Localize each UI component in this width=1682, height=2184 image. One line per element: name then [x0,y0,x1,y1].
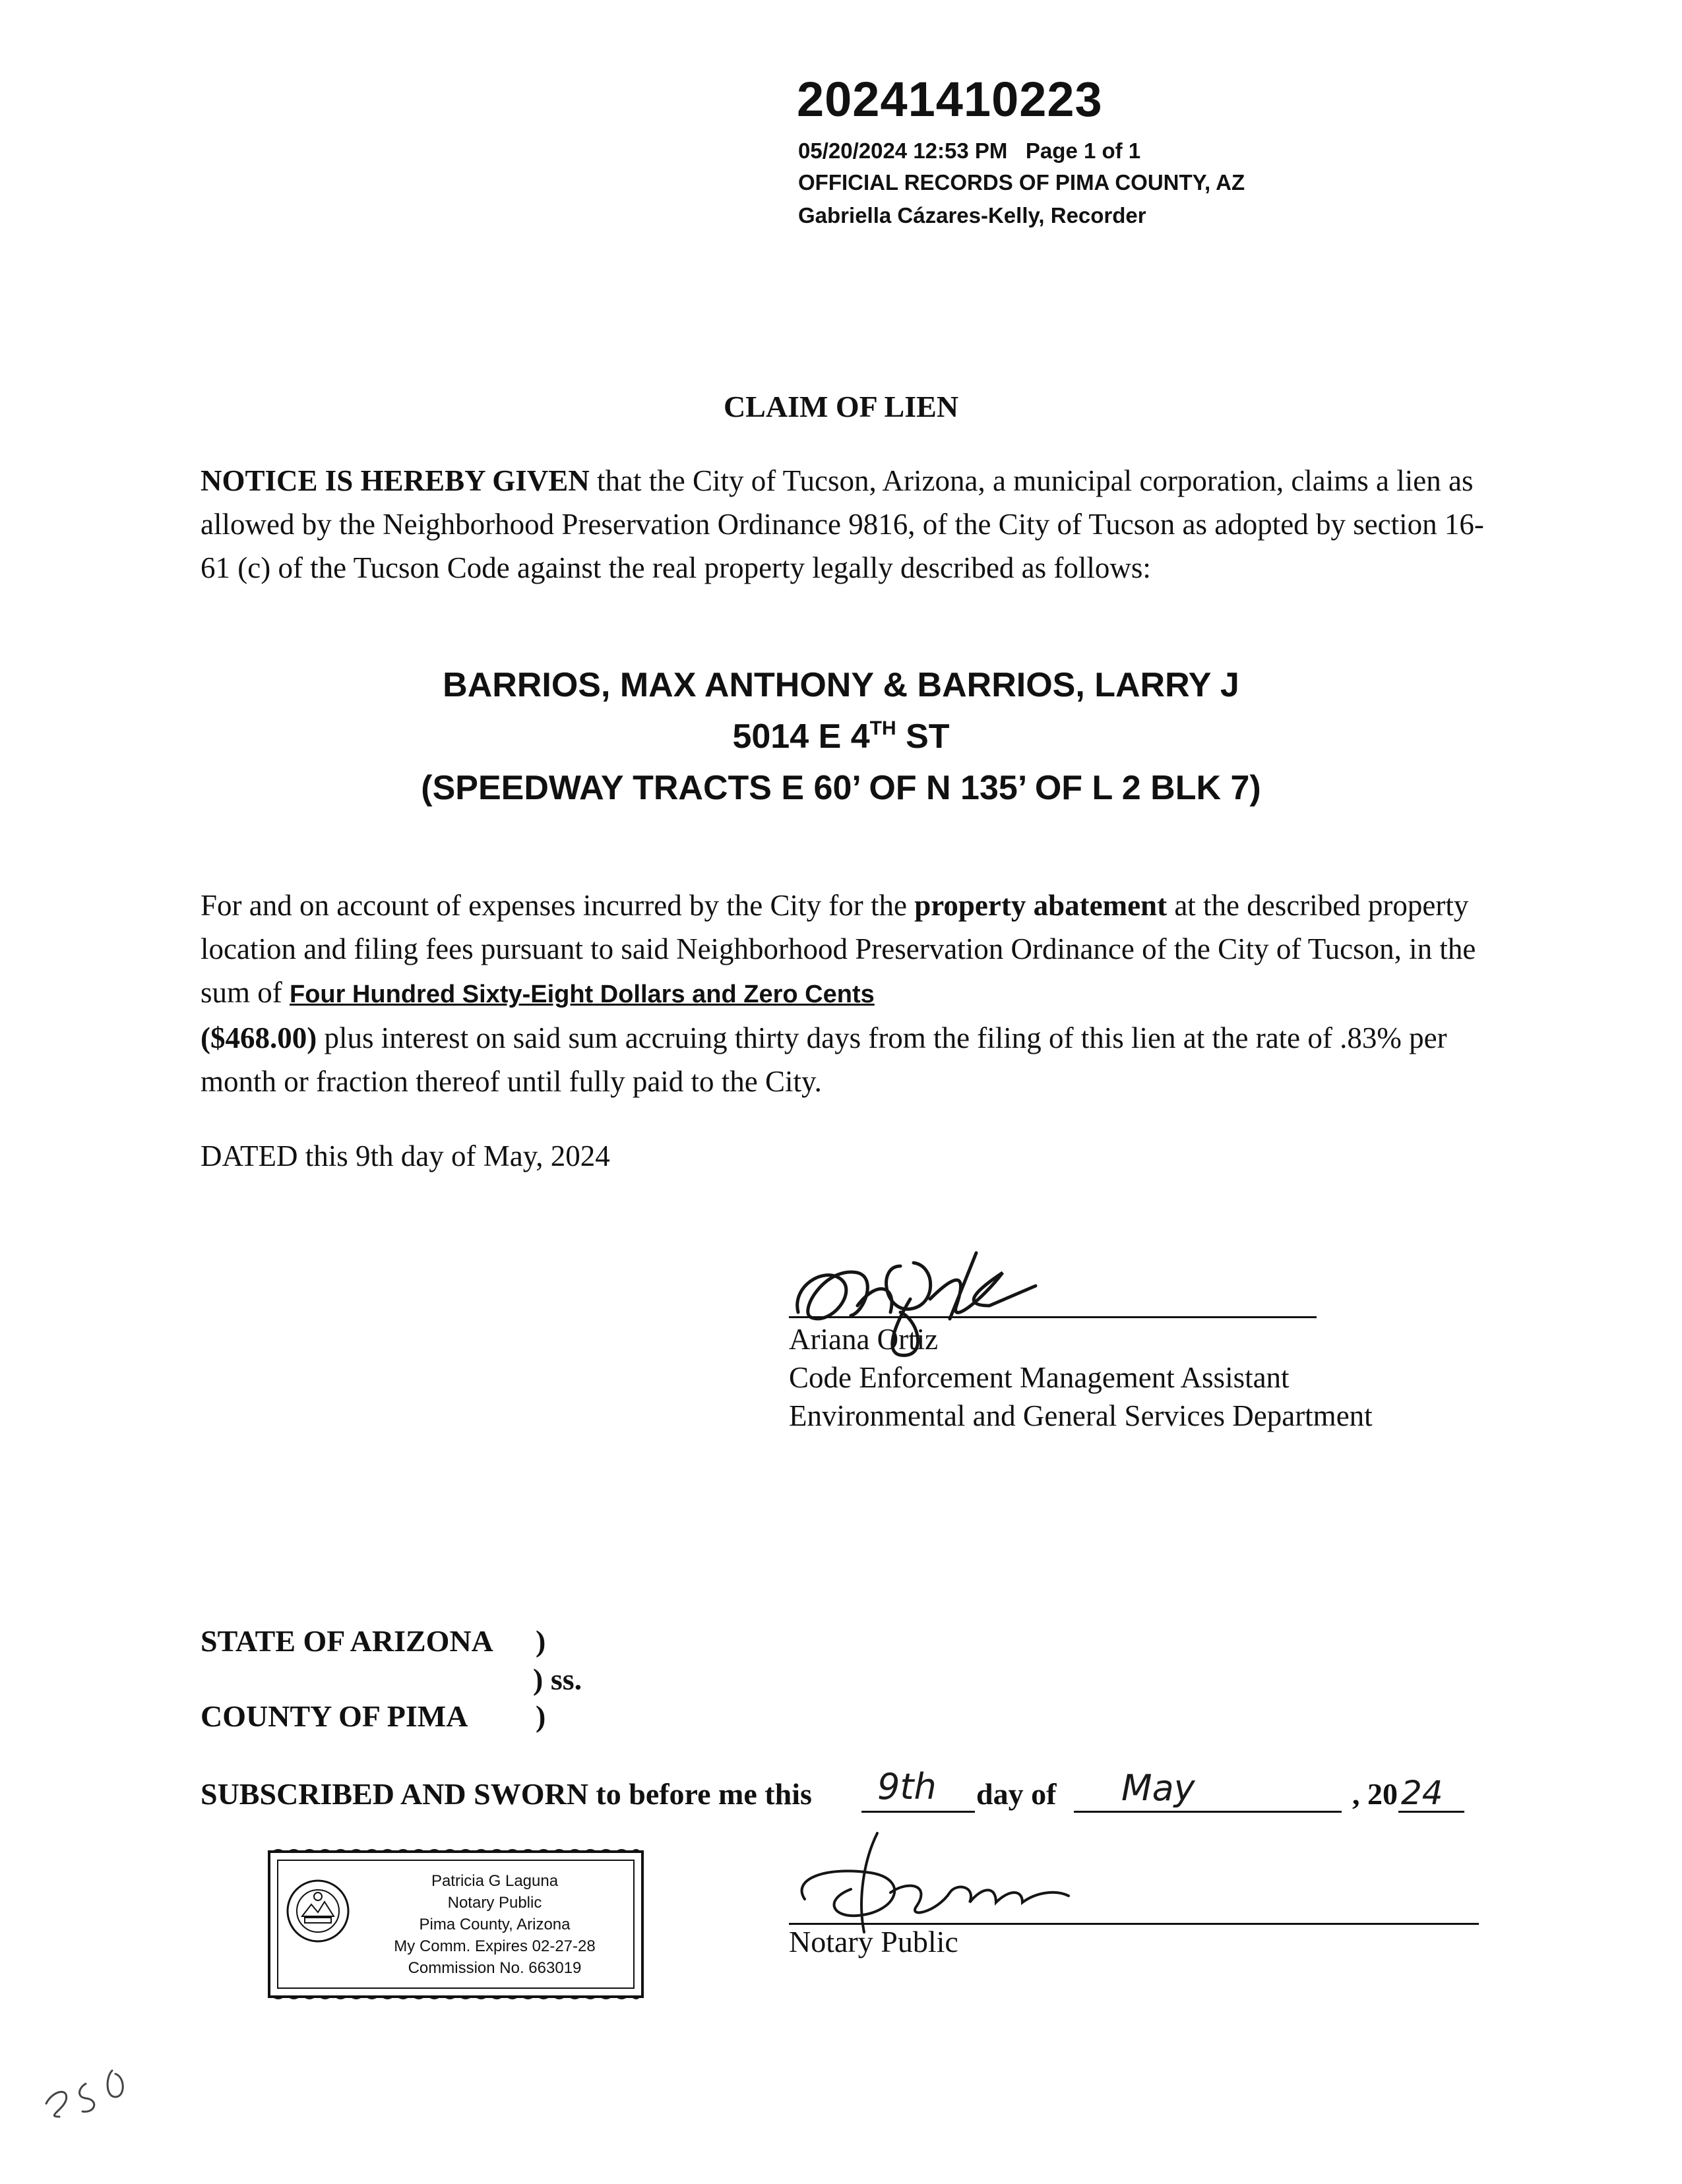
stamp-commission: Commission No. 663019 [408,1959,582,1977]
property-owners: BARRIOS, MAX ANTHONY & BARRIOS, LARRY J [443,666,1239,704]
notice-text: that the City of Tucson, Arizona, a municipal corporation, claims a lien as allowed by the Neighborhood Preservation Ordinance 9816, of the City of Tucson as adopted by section 16-61 (c) of the Tucson Code against the real property legally described as follows: [201,464,1484,584]
county-label: COUNTY OF PIMA [201,1699,468,1733]
address-street: ST [896,717,950,756]
stamp-border-top [270,1845,641,1853]
month-blank-line [1074,1811,1342,1813]
year-prefix: , 20 [1352,1777,1398,1811]
signer-name: Ariana Ortiz [789,1323,939,1356]
state-paren: ) [536,1624,546,1658]
stamp-notary-name: Patricia G Laguna [431,1872,559,1890]
account-text-2: at the described property location and filing fees pursuant to said Neighborhood Preservation Ordinance of the City of Tucson, in the sum of [201,889,1476,1009]
ss-label: ) ss. [533,1662,582,1696]
amount-figures: ($468.00) [201,1021,317,1054]
amount-words: Four Hundred Sixty-Eight Dollars and Zero Cents [290,981,875,1008]
account-bold-phrase: property abatement [914,889,1168,922]
day-of-label: day of [976,1777,1057,1811]
day-blank-line [861,1811,975,1813]
stamp-text [363,1870,627,1979]
notice-lead: NOTICE IS HEREBY GIVEN [201,464,590,497]
notary-public-label: Notary Public [789,1925,958,1958]
county-paren: ) [536,1699,546,1733]
property-address [0,711,1682,762]
address-ordinal: TH [869,717,896,739]
recording-number: 20241410223 [797,72,1103,127]
arizona-seal-icon [285,1878,351,1944]
stamp-border-bottom [270,1995,641,2003]
recording-recorder: Gabriella Cázares-Kelly, Recorder [798,203,1146,228]
signer-title: Code Enforcement Management Assistant [789,1361,1290,1394]
address-number: 5014 E 4 [732,717,870,756]
stamp-notary-title: Notary Public [447,1894,542,1912]
handwritten-day: 9th [877,1766,937,1807]
recording-office: OFFICIAL RECORDS OF PIMA COUNTY, AZ [798,170,1245,195]
recording-page: Page 1 of 1 [1025,138,1141,163]
account-text-3: plus interest on said sum accruing thirty days from the filing of this lien at the rate of .83% per month or fraction thereof until fully paid to the City. [201,1021,1447,1098]
sworn-label: SUBSCRIBED AND SWORN to before me this [201,1777,812,1811]
margin-handwritten-mark [40,2051,158,2123]
property-description [0,659,1682,814]
notice-paragraph [201,459,1493,590]
recording-date-time: 05/20/2024 12:53 PM [798,138,1008,163]
state-label: STATE OF ARIZONA [201,1624,493,1658]
notary-stamp [268,1850,644,1998]
recording-date-line [798,138,1140,164]
property-legal: (SPEEDWAY TRACTS E 60’ OF N 135’ OF L 2 BLK 7) [421,769,1261,807]
account-text-1: For and on account of expenses incurred by the City for the [201,889,915,922]
account-paragraph [201,884,1493,1103]
signer-department: Environmental and General Services Department [789,1399,1373,1432]
stamp-expiration: My Comm. Expires 02-27-28 [394,1937,596,1955]
handwritten-month: May [1121,1767,1195,1809]
stamp-county: Pima County, Arizona [419,1916,571,1933]
handwritten-year: 24 [1401,1774,1443,1812]
dated-line: DATED this 9th day of May, 2024 [201,1139,610,1172]
document-title: CLAIM OF LIEN [723,390,959,423]
